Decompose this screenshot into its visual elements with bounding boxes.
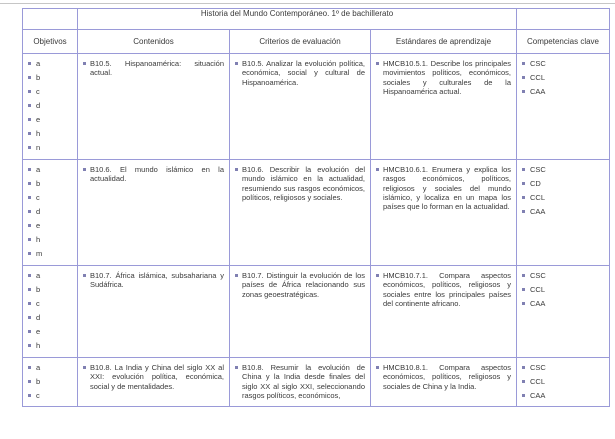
objetivos-cell (23, 358, 78, 407)
list-item (28, 313, 72, 322)
list-item-label: a (36, 363, 41, 372)
bullet-icon (522, 210, 525, 213)
list-item-label: b (36, 179, 41, 188)
bullet-icon (28, 210, 31, 213)
list-item (28, 299, 72, 308)
bullet-icon (28, 76, 31, 79)
list-item (28, 249, 72, 258)
bullet-icon (28, 330, 31, 333)
list-item-label: d (36, 101, 41, 110)
bullet-icon (28, 146, 31, 149)
list-item (522, 299, 604, 308)
list-item-label: d (36, 313, 41, 322)
list-item (28, 221, 72, 230)
bullet-icon (376, 62, 379, 65)
bullet-icon (28, 118, 31, 121)
column-header-criterios: Criterios de evaluación (230, 30, 371, 54)
list-item-label: CAA (530, 391, 546, 400)
table-row (23, 358, 610, 407)
bullet-icon (522, 90, 525, 93)
list-item-label: m (36, 249, 43, 258)
curriculum-table (22, 8, 610, 407)
contenidos-text: B10.7. África islámica, subsahariana y Sudáfrica. (90, 271, 224, 290)
criterios-text: B10.5. Analizar la evolución política, económica, social y cultural de Hispanoamérica. (242, 59, 365, 87)
list-item (28, 363, 72, 372)
contenidos-cell (78, 160, 230, 266)
bullet-icon (522, 288, 525, 291)
list-item (522, 391, 604, 400)
list-item-label: e (36, 115, 41, 124)
list-item (522, 179, 604, 188)
criterios-text: B10.7. Distinguir la evolución de los países de África relacionando sus zonas geoestratégicas. (242, 271, 365, 299)
list-item (28, 101, 72, 110)
objetivos-cell (23, 54, 78, 160)
criterios-cell (230, 160, 371, 266)
criterios-text: B10.8. Resumir la evolución de China y la India desde finales del siglo XX al siglo XXI, seleccionando rasgos políticos, económicos, (242, 363, 365, 400)
estandares-cell (371, 54, 517, 160)
list-item (522, 285, 604, 294)
list-item (28, 143, 72, 152)
estandares-text: HMCB10.8.1. Compara aspectos económicos, políticos, religiosos y sociales de China y la India. (383, 363, 511, 391)
criterios-text: B10.6. Describir la evolución del mundo islámico en la actualidad, resumiendo sus rasgos económicos, políticos, religiosos y sociales. (242, 165, 365, 202)
list-item (522, 59, 604, 68)
list-item (522, 207, 604, 216)
list-item (522, 363, 604, 372)
list-item-label: h (36, 129, 41, 138)
list-item (522, 193, 604, 202)
column-header-objetivos: Objetivos (23, 30, 78, 54)
list-item (28, 391, 72, 400)
bullet-icon (28, 238, 31, 241)
bullet-icon (235, 274, 238, 277)
list-item (522, 271, 604, 280)
bullet-icon (28, 344, 31, 347)
list-item-label: e (36, 327, 41, 336)
list-item-label: CCL (530, 73, 546, 82)
table-row (23, 266, 610, 358)
criterios-cell (230, 54, 371, 160)
list-item-label: CCL (530, 285, 546, 294)
objetivos-cell (23, 160, 78, 266)
list-item (28, 73, 72, 82)
column-header-contenidos: Contenidos (78, 30, 230, 54)
bullet-icon (28, 302, 31, 305)
bullet-icon (28, 224, 31, 227)
content-item (376, 271, 511, 308)
bullet-icon (522, 274, 525, 277)
bullet-icon (28, 316, 31, 319)
list-item (28, 327, 72, 336)
list-item (28, 59, 72, 68)
list-item (28, 271, 72, 280)
header-row (23, 30, 610, 54)
list-item-label: CAA (530, 207, 546, 216)
content-item (83, 363, 224, 391)
bullet-icon (376, 366, 379, 369)
bullet-icon (522, 380, 525, 383)
bullet-icon (376, 168, 379, 171)
bullet-icon (28, 288, 31, 291)
list-item-label: CCL (530, 377, 546, 386)
list-item-label: h (36, 235, 41, 244)
estandares-cell (371, 358, 517, 407)
bullet-icon (28, 252, 31, 255)
objetivos-list (23, 160, 77, 265)
list-item-label: b (36, 285, 41, 294)
content-item (235, 59, 365, 87)
bullet-icon (28, 380, 31, 383)
list-item-label: CSC (530, 59, 546, 68)
estandares-cell (371, 266, 517, 358)
competencias-cell (517, 358, 610, 407)
content-item (235, 165, 365, 202)
competencias-cell (517, 160, 610, 266)
list-item (28, 377, 72, 386)
list-item (28, 129, 72, 138)
bullet-icon (28, 182, 31, 185)
bullet-icon (83, 62, 86, 65)
list-item-label: c (36, 299, 40, 308)
list-item-label: CD (530, 179, 541, 188)
content-item (83, 271, 224, 290)
bullet-icon (522, 182, 525, 185)
list-item (522, 87, 604, 96)
list-item-label: n (36, 143, 41, 152)
bullet-icon (522, 302, 525, 305)
table-row (23, 54, 610, 160)
column-header-estandares: Estándares de aprendizaje (371, 30, 517, 54)
competencias-list (517, 160, 609, 223)
bullet-icon (28, 168, 31, 171)
contenidos-text: B10.5. Hispanoamérica: situación actual. (90, 59, 224, 78)
bullet-icon (28, 104, 31, 107)
list-item-label: b (36, 377, 41, 386)
list-item-label: c (36, 193, 40, 202)
list-item-label: a (36, 165, 41, 174)
list-item (28, 87, 72, 96)
list-item-label: d (36, 207, 41, 216)
list-item (28, 179, 72, 188)
bullet-icon (522, 366, 525, 369)
bullet-icon (235, 62, 238, 65)
list-item-label: c (36, 87, 40, 96)
empty-corner-cell-left (23, 9, 78, 30)
list-item (522, 73, 604, 82)
contenidos-cell (78, 358, 230, 407)
list-item-label: h (36, 341, 41, 350)
criterios-cell (230, 358, 371, 407)
estandares-text: HMCB10.6.1. Enumera y explica los rasgos económicos, políticos, religiosos y sociales del mundo islámico, y localiza en un mapa los países que lo forman en la actualidad. (383, 165, 511, 212)
column-header-competencias: Competencias clave (517, 30, 610, 54)
content-item (235, 363, 365, 400)
bullet-icon (522, 196, 525, 199)
contenidos-text: B10.6. El mundo islámico en la actualidad. (90, 165, 224, 184)
list-item-label: c (36, 391, 40, 400)
bullet-icon (522, 168, 525, 171)
list-item (28, 341, 72, 350)
content-item (235, 271, 365, 299)
list-item-label: a (36, 271, 41, 280)
list-item (28, 207, 72, 216)
list-item (522, 165, 604, 174)
contenidos-cell (78, 266, 230, 358)
bullet-icon (522, 76, 525, 79)
bullet-icon (235, 366, 238, 369)
bullet-icon (83, 168, 86, 171)
list-item-label: CSC (530, 271, 546, 280)
objetivos-list (23, 266, 77, 357)
estandares-cell (371, 160, 517, 266)
table-title: Historia del Mundo Contemporáneo. 1º de bachillerato (78, 9, 517, 30)
competencias-cell (517, 54, 610, 160)
bullet-icon (28, 132, 31, 135)
top-divider (0, 3, 615, 4)
content-item (83, 59, 224, 78)
list-item-label: CSC (530, 363, 546, 372)
list-item-label: a (36, 59, 41, 68)
list-item (28, 115, 72, 124)
criterios-cell (230, 266, 371, 358)
list-item (28, 235, 72, 244)
list-item (522, 377, 604, 386)
empty-corner-cell-right (517, 9, 610, 30)
bullet-icon (28, 196, 31, 199)
list-item-label: b (36, 73, 41, 82)
bullet-icon (83, 366, 86, 369)
content-item (83, 165, 224, 184)
competencias-cell (517, 266, 610, 358)
list-item (28, 193, 72, 202)
bullet-icon (522, 394, 525, 397)
content-item (376, 165, 511, 211)
bullet-icon (83, 274, 86, 277)
list-item-label: e (36, 221, 41, 230)
estandares-text: HMCB10.7.1. Compara aspectos económicos, políticos, religiosos y sociales entre los principales países del continente africano. (383, 271, 511, 308)
competencias-list (517, 358, 609, 405)
objetivos-list (23, 54, 77, 159)
competencias-list (517, 266, 609, 315)
objetivos-list (23, 358, 77, 405)
competencias-list (517, 54, 609, 103)
content-item (376, 59, 511, 96)
list-item-label: CAA (530, 299, 546, 308)
list-item (28, 165, 72, 174)
bullet-icon (28, 90, 31, 93)
objetivos-cell (23, 266, 78, 358)
title-row (23, 9, 610, 30)
bullet-icon (522, 62, 525, 65)
bullet-icon (28, 366, 31, 369)
list-item-label: CAA (530, 87, 546, 96)
bullet-icon (28, 394, 31, 397)
contenidos-cell (78, 54, 230, 160)
list-item (28, 285, 72, 294)
bullet-icon (235, 168, 238, 171)
table-row (23, 160, 610, 266)
contenidos-text: B10.8. La India y China del siglo XX al XXI: evolución política, económica, social y de mentalidades. (90, 363, 224, 391)
estandares-text: HMCB10.5.1. Describe los principales movimientos políticos, económicos, sociales y culturales de la Hispanoamérica actual. (383, 59, 511, 96)
list-item-label: CCL (530, 193, 546, 202)
bullet-icon (28, 62, 31, 65)
list-item-label: CSC (530, 165, 546, 174)
bullet-icon (376, 274, 379, 277)
bullet-icon (28, 274, 31, 277)
content-item (376, 363, 511, 391)
